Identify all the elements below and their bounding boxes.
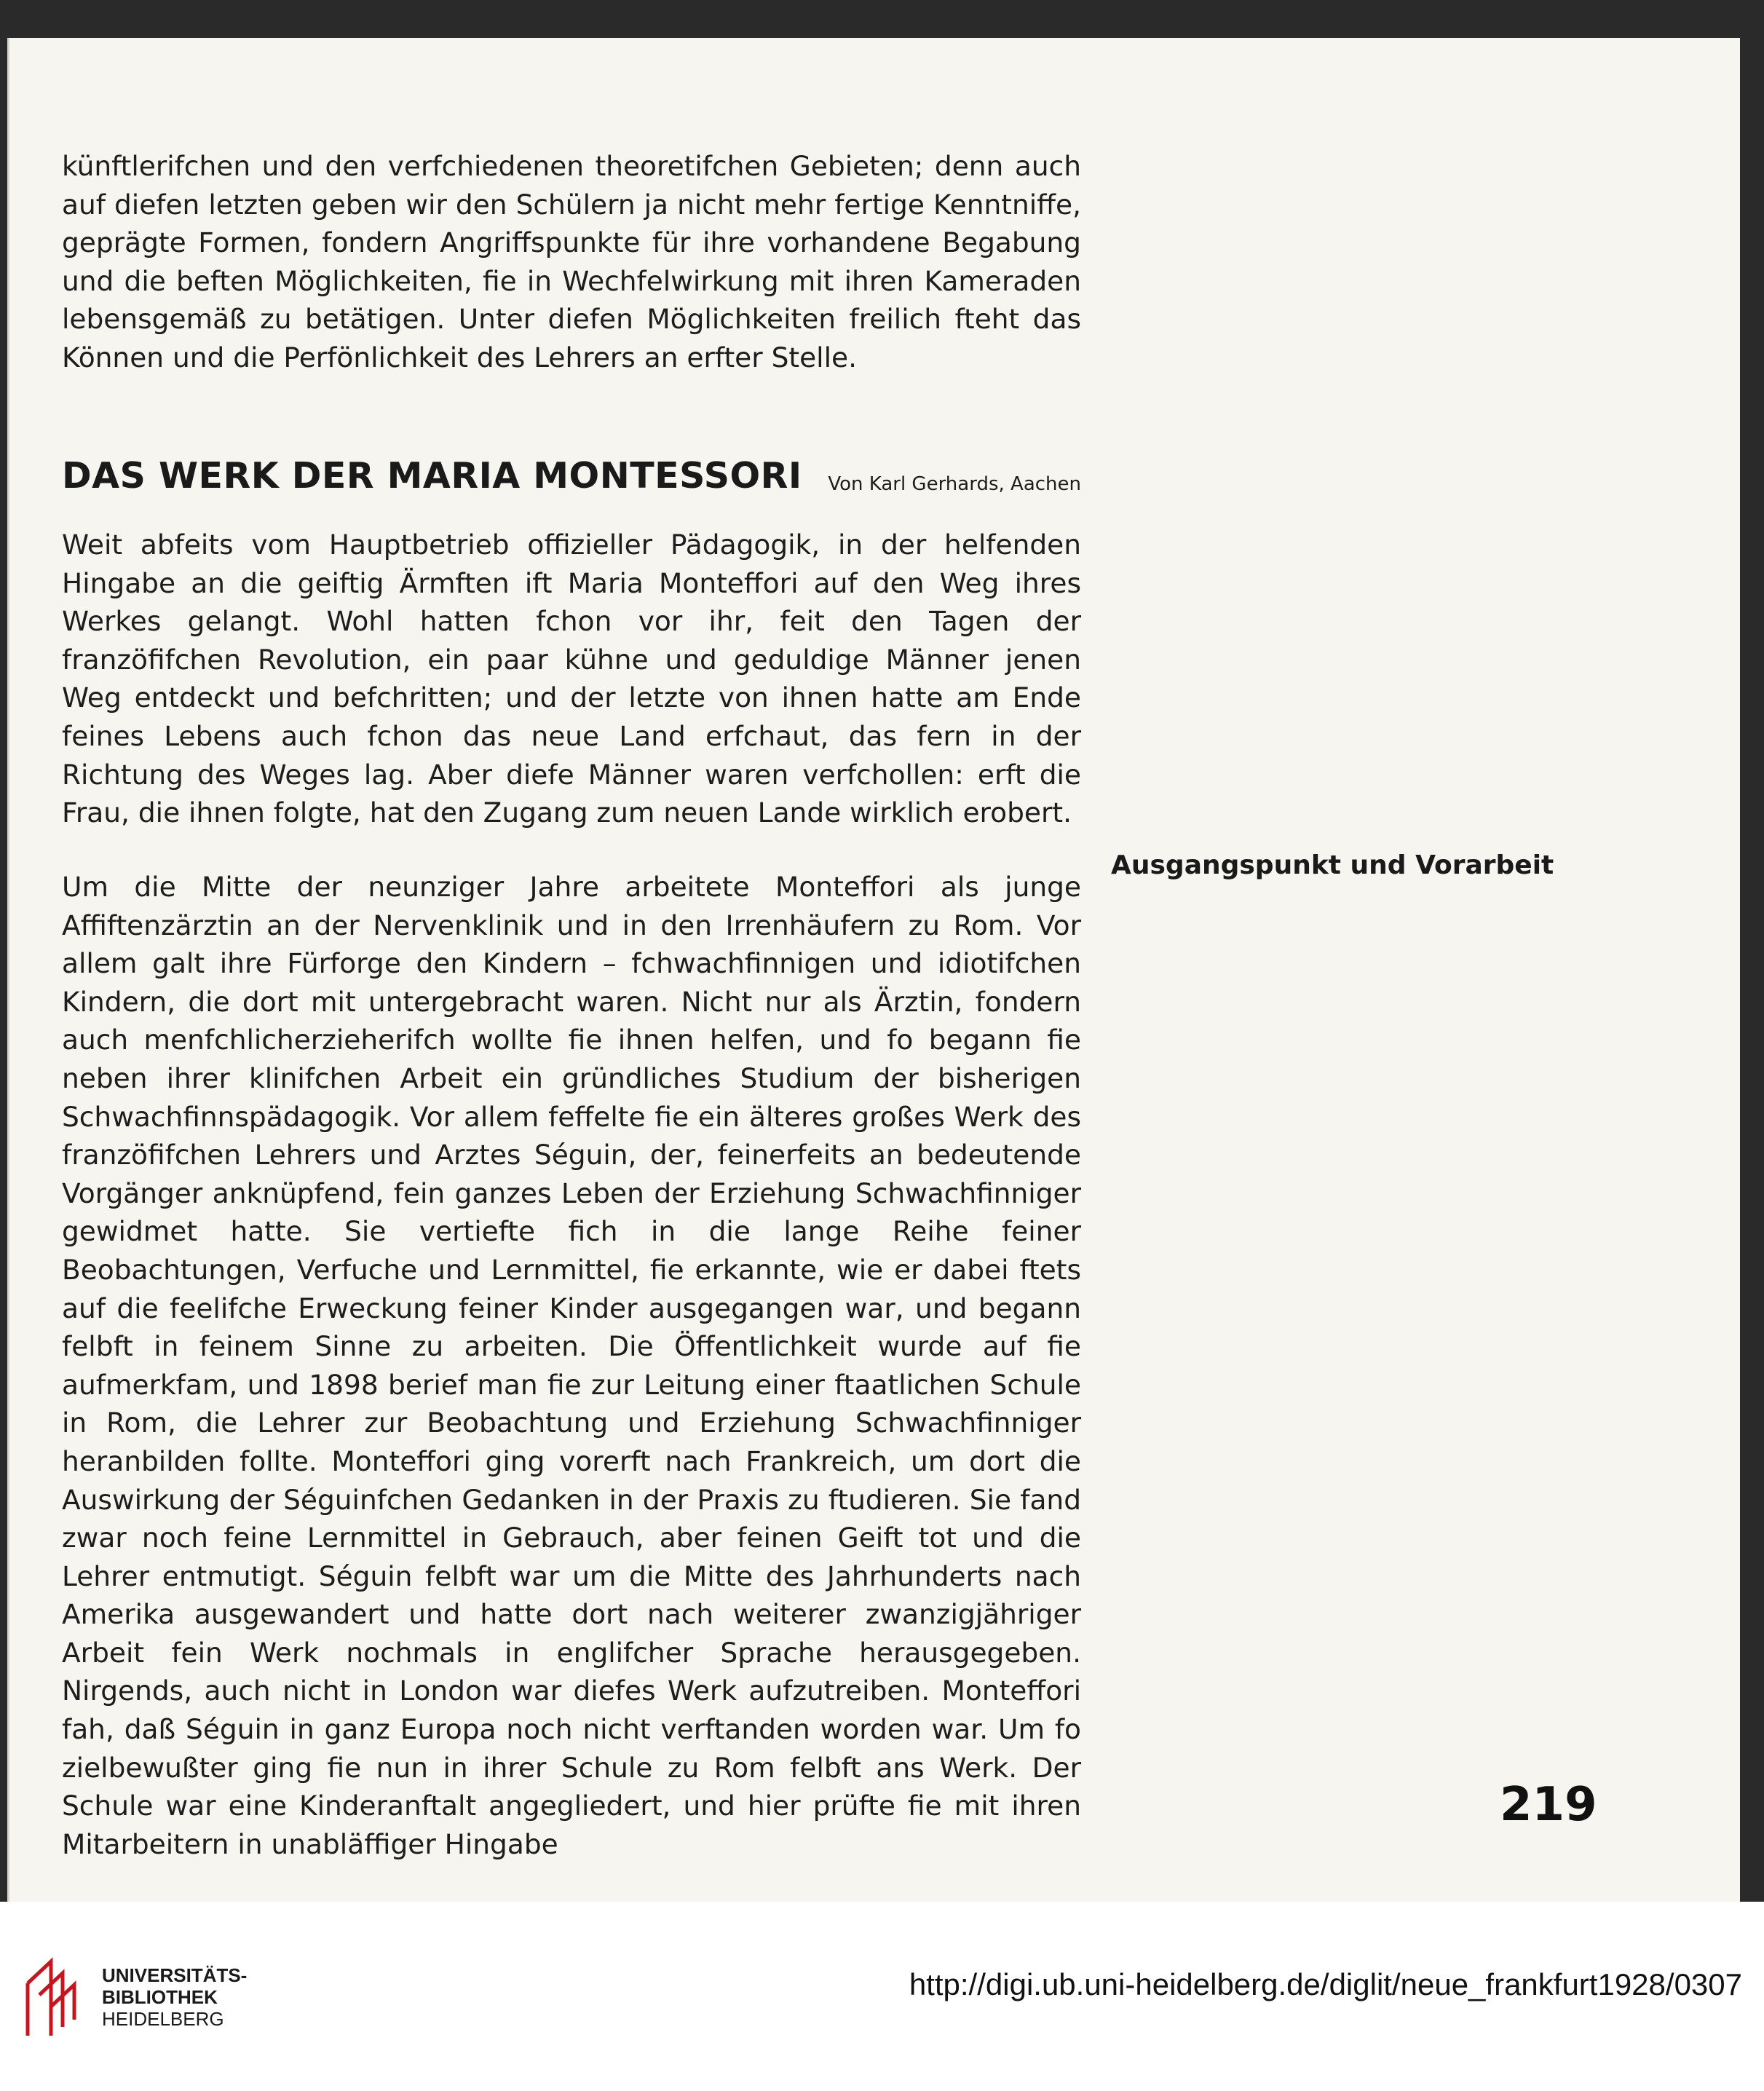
library-name-line-2: BIBLIOTHEK xyxy=(102,1986,218,2008)
library-name[interactable] xyxy=(102,1964,247,2030)
article-title: DAS WERK DER MARIA MONTESSORI xyxy=(62,455,802,497)
permalink-url[interactable]: http://digi.ub.uni-heidelberg.de/diglit/neue_frankfurt1928/0307 xyxy=(909,1967,1742,2001)
scanned-page xyxy=(7,38,1740,1902)
library-name-line-1: UNIVERSITÄTS- xyxy=(102,1964,248,1986)
library-name-line-3: HEIDELBERG xyxy=(102,2008,224,2030)
body-paragraph-1: Weit abfeits vom Hauptbetrieb offizieller Pädagogik, in der helfenden Hingabe an die geiftig Ärmften ift Maria Monteffori auf den Weg ihres Werkes gelangt. Wohl hatten fchon vor ihr, feit den Tagen der franzöfifchen Revolution, ein paar kühne und geduldige Männer jenen Weg entdeckt und befchritten; und der letzte von ihnen hatte am Ende feines Lebens auch fchon das neue Land erfchaut, das fern in der Richtung des Weges lag. Aber diefe Männer waren verfchollen: erft die Frau, die ihnen folgte, hat den Zugang zum neuen Lande wirklich erobert. xyxy=(62,529,1081,829)
page-edge xyxy=(7,38,9,1902)
body-paragraph-2: Um die Mitte der neunziger Jahre arbeitete Monteffori als junge Affiftenzärztin an der Nervenklinik und in den Irrenhäufern zu Rom. Vor allem galt ihre Fürforge den Kindern – fchwachfinnigen und idiotifchen Kindern, die dort mit untergebracht waren. Nicht nur als Ärztin, fondern auch menfchlicherzieherifch wollte fie ihnen helfen, und fo begann fie neben ihrer klinifchen Arbeit ein gründliches Studium der bisherigen Schwachfinnspädagogik. Vor allem feffelte fie ein älteres großes Werk des franzöfifchen Lehrers und Arztes Séguin, der, feinerfeits an bedeutende Vorgänger anknüpfend, fein ganzes Leben der Erziehung Schwachfinniger gewidmet hatte. Sie vertiefte fich in die lange Reihe feiner Beobachtungen, Verfuche und Lernmittel, fie erkannte, wie er dabei ftets auf die feelifche Erweckung feiner Kinder ausgegangen war, und begann felbft in feinem Sinne zu arbeiten. Die Öffentlichkeit wurde auf fie aufmerkfam, und 1898 berief man fie zur Leitung einer ftaatlichen Schule in Rom, die Lehrer zur Beobachtung und Erziehung Schwachfinniger heranbilden follte. Monteffori ging vorerft nach Frankreich, um dort die Auswirkung der Séguinfchen Gedanken in der Praxis zu ftudieren. Sie fand zwar noch feine Lernmittel in Gebrauch, aber feinen Geift tot und die Lehrer entmutigt. Séguin felbft war um die Mitte des Jahrhunderts nach Amerika ausgewandert und hatte dort nach weiterer zwanzigjähriger Arbeit fein Werk nochmals in englifcher Sprache herausgegeben. Nirgends, auch nicht in London war diefes Werk aufzutreiben. Monteffori fah, daß Séguin in ganz Europa noch nicht verftanden worden war. Um fo zielbewußter ging fie nun in ihrer Schule zu Rom felbft ans Werk. Der Schule war eine Kinderanftalt angegliedert, und hier prüfte fie mit ihren Mitarbeitern in unabläffiger Hingabe xyxy=(62,871,1081,1860)
library-footer xyxy=(0,1902,1764,2091)
byline: Von Karl Gerhards, Aachen xyxy=(828,473,1081,495)
margin-note: Ausgangspunkt und Vorarbeit xyxy=(1111,850,1554,880)
university-library-logo-icon[interactable] xyxy=(22,1954,87,2041)
page-number: 219 xyxy=(1500,1778,1597,1832)
intro-paragraph: künftlerifchen und den verfchiedenen theoretifchen Gebieten; denn auch auf diefen letzten geben wir den Schülern ja nicht mehr fertige Kenntniffe, geprägte Formen, fondern Angriffspunkte für ihre vorhandene Begabung und die beften Möglichkeiten, fie in Wechfelwirkung mit ihren Kameraden lebensgemäß zu betätigen. Unter diefen Möglichkeiten freilich fteht das Können und die Perfönlichkeit des Lehrers an erfter Stelle. xyxy=(62,150,1081,373)
